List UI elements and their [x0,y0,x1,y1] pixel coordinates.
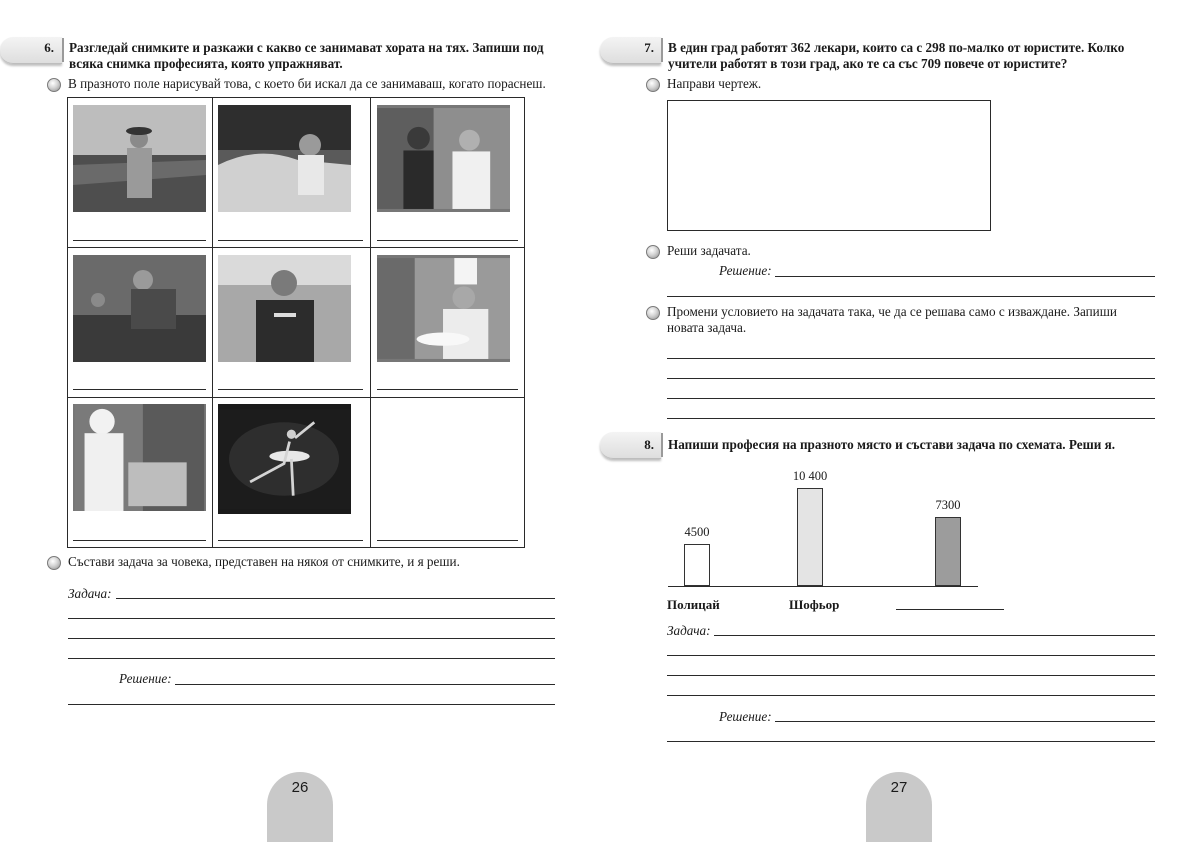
category-label: Шофьор [789,597,840,612]
answer-line[interactable] [377,389,518,390]
writing-line[interactable] [116,598,555,599]
answer-line[interactable] [73,389,206,390]
answer-line[interactable] [218,240,363,241]
photo-driver [218,105,351,212]
instruction-compose: Състави задача за човека, представен на някоя от снимките, и я реши. [68,554,460,569]
task-title: Разгледай снимките и разкажи с какво се занимават хората на тях. Запиши под всяка снимка професията, която упражняват. [69,40,544,71]
chart-bar [684,544,710,586]
writing-line[interactable] [667,398,1155,399]
bullet-icon [47,78,61,92]
answer-line[interactable] [377,240,518,241]
reshenie-label: Решение: [719,263,772,278]
chart-value-label: 4500 [684,525,710,539]
writing-line[interactable] [775,276,1155,277]
writing-line[interactable] [667,358,1155,359]
zadacha-label: Задача: [68,586,112,601]
chart-value-label: 10 400 [792,469,828,483]
photo-chef [377,255,510,362]
category-label: Полицай [667,597,720,612]
drawing-box[interactable] [667,100,991,231]
bullet-icon [47,556,61,570]
photo-farmer [73,105,206,212]
step-draw: Направи чертеж. [667,76,762,91]
writing-line[interactable] [667,418,1155,419]
writing-line[interactable] [68,618,555,619]
task-title: В един град работят 362 лекари, които са с 298 по-малко от юристите. Колко учители работят в този град, ако те са със 709 повече от юристите? [668,40,1125,71]
writing-line[interactable] [667,378,1155,379]
photo-mechanic [73,255,206,362]
photo-police-officer [218,255,351,362]
task-number: 6. [44,40,54,55]
task-number: 7. [644,40,654,55]
writing-line[interactable] [68,638,555,639]
zadacha-label: Задача: [667,623,711,638]
writing-line[interactable] [68,704,555,705]
writing-line[interactable] [667,296,1155,297]
writing-line[interactable] [714,635,1155,636]
writing-line[interactable] [667,675,1155,676]
photo-doctor [377,105,510,212]
writing-line[interactable] [667,655,1155,656]
divider [661,38,663,62]
photo-ballerina [218,404,351,514]
answer-line[interactable] [377,540,518,541]
task-title: Напиши професия на празното място и състави задача по схемата. Реши я. [668,437,1116,452]
step-solve: Реши задачата. [667,243,751,258]
writing-line[interactable] [667,695,1155,696]
divider [661,433,663,457]
bullet-icon [646,78,660,92]
chart-baseline [668,586,978,587]
chart-bar [797,488,823,586]
writing-line[interactable] [68,658,555,659]
reshenie-label: Решение: [719,709,772,724]
divider [62,38,64,62]
answer-line[interactable] [73,540,206,541]
bullet-icon [646,245,660,259]
bullet-icon [646,306,660,320]
step-modify: Промени условието на задачата така, че да се решава само с изваждане. Запиши новата задача. [667,304,1117,335]
writing-line[interactable] [667,741,1155,742]
writing-line[interactable] [175,684,555,685]
instruction-draw: В празното поле нарисувай това, с което би искал да се занимаваш, когато пораснеш. [68,76,546,91]
photo-beekeeper [73,404,206,511]
page-number-right: 27 [866,772,932,842]
writing-line[interactable] [775,721,1155,722]
answer-line[interactable] [73,240,206,241]
reshenie-label: Решение: [119,671,172,686]
answer-line[interactable] [218,540,363,541]
blank-profession-line[interactable] [896,609,1004,610]
answer-line[interactable] [218,389,363,390]
page-number-left: 26 [267,772,333,842]
task-number: 8. [644,437,654,452]
chart-bar [935,517,961,586]
chart-value-label: 7300 [935,498,961,512]
